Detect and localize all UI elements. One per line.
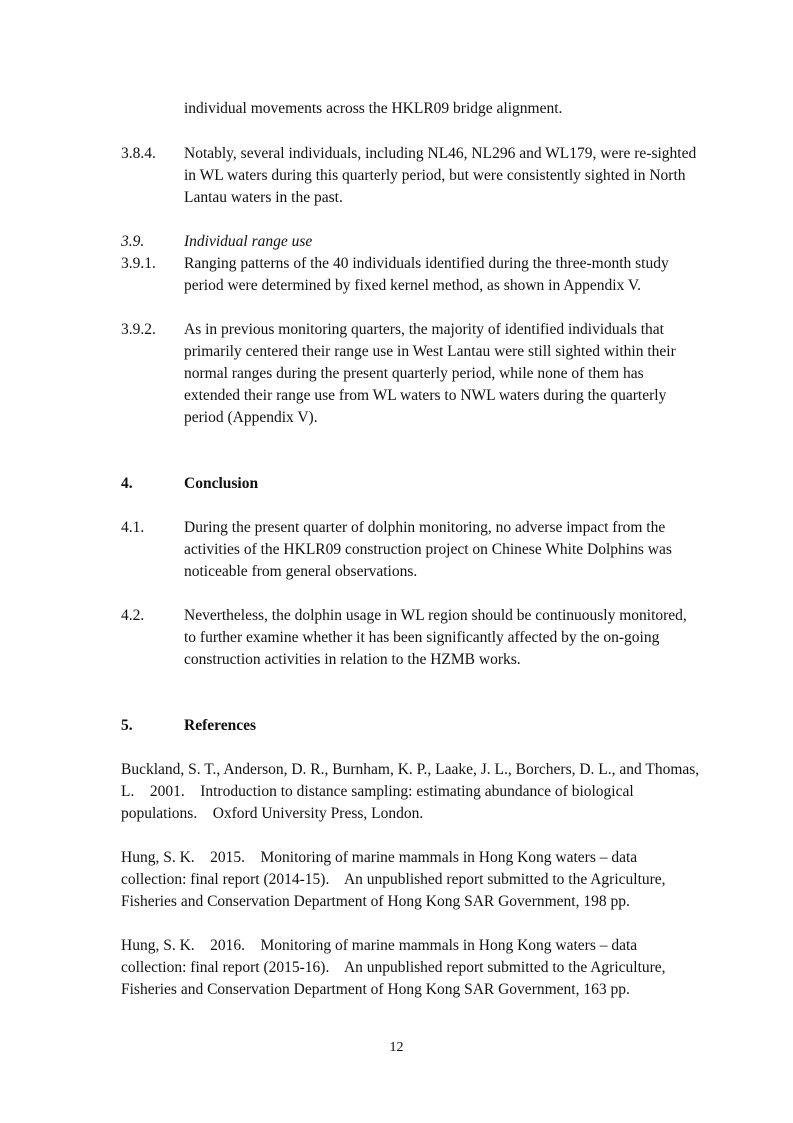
section-heading-5: [121, 715, 701, 737]
paragraph-number: 3.8.4.: [121, 145, 156, 162]
section-heading-4: [121, 473, 701, 495]
reference-hung-2016: Hung, S. K. 2016. Monitoring of marine mammals in Hong Kong waters – data collection: final report (2015-16). An unpublished report submitted to the Agriculture, Fisheries and Conservation Department of Hong Kong SAR Government, 163 pp.: [121, 937, 670, 998]
page-number: 12: [389, 1040, 404, 1055]
section-heading-3-9: [121, 231, 701, 253]
reference-buckland-2001: Buckland, S. T., Anderson, D. R., Burnham, K. P., Laake, J. L., Borchers, D. L., and Thomas, L. 2001. Introduction to distance sampling: estimating abundance of biological populations. Oxford University Press, London.: [121, 761, 704, 822]
continuation-text: individual movements across the HKLR09 bridge alignment.: [184, 100, 563, 117]
section-title: Individual range use: [184, 233, 313, 250]
section-number: 4.: [121, 475, 133, 492]
paragraph-number: 4.1.: [121, 519, 145, 536]
section-number: 5.: [121, 717, 133, 734]
reference-hung-2015: Hung, S. K. 2015. Monitoring of marine mammals in Hong Kong waters – data collection: final report (2014-15). An unpublished report submitted to the Agriculture, Fisheries and Conservation Department of Hong Kong SAR Government, 198 pp.: [121, 849, 670, 910]
paragraph-number: 3.9.2.: [121, 321, 156, 338]
paragraph-number: 3.9.1.: [121, 255, 156, 272]
paragraph-text: Ranging patterns of the 40 individuals identified during the three-month study period were determined by fixed kernel method, as shown in Appendix V.: [184, 255, 669, 294]
paragraph-3-9-1: [121, 253, 701, 297]
paragraph-3-8-4: [121, 143, 701, 209]
paragraph-text: Notably, several individuals, including NL46, NL296 and WL179, were re-sighted in WL waters during this quarterly period, but were consistently sighted in North Lantau waters in the past.: [184, 145, 697, 206]
paragraph-text: As in previous monitoring quarters, the majority of identified individuals that primarily centered their range use in West Lantau were still sighted within their normal ranges during the present quarterly period, while none of them has extended their range use from WL waters to NWL waters during the quarterly period (Appendix V).: [184, 321, 676, 426]
section-title: References: [184, 717, 257, 734]
section-title: Conclusion: [184, 475, 259, 492]
paragraph-text: Nevertheless, the dolphin usage in WL region should be continuously monitored, to further examine whether it has been significantly affected by the on-going construction activities in relation to the HZMB works.: [184, 607, 687, 668]
paragraph-number: 4.2.: [121, 607, 145, 624]
paragraph-3-9-2: [121, 319, 701, 429]
paragraph-4-2: [121, 605, 701, 671]
paragraph-4-1: [121, 517, 701, 583]
paragraph-text: During the present quarter of dolphin monitoring, no adverse impact from the activities of the HKLR09 construction project on Chinese White Dolphins was noticeable from general observations.: [184, 519, 672, 580]
section-number: 3.9.: [121, 233, 145, 250]
